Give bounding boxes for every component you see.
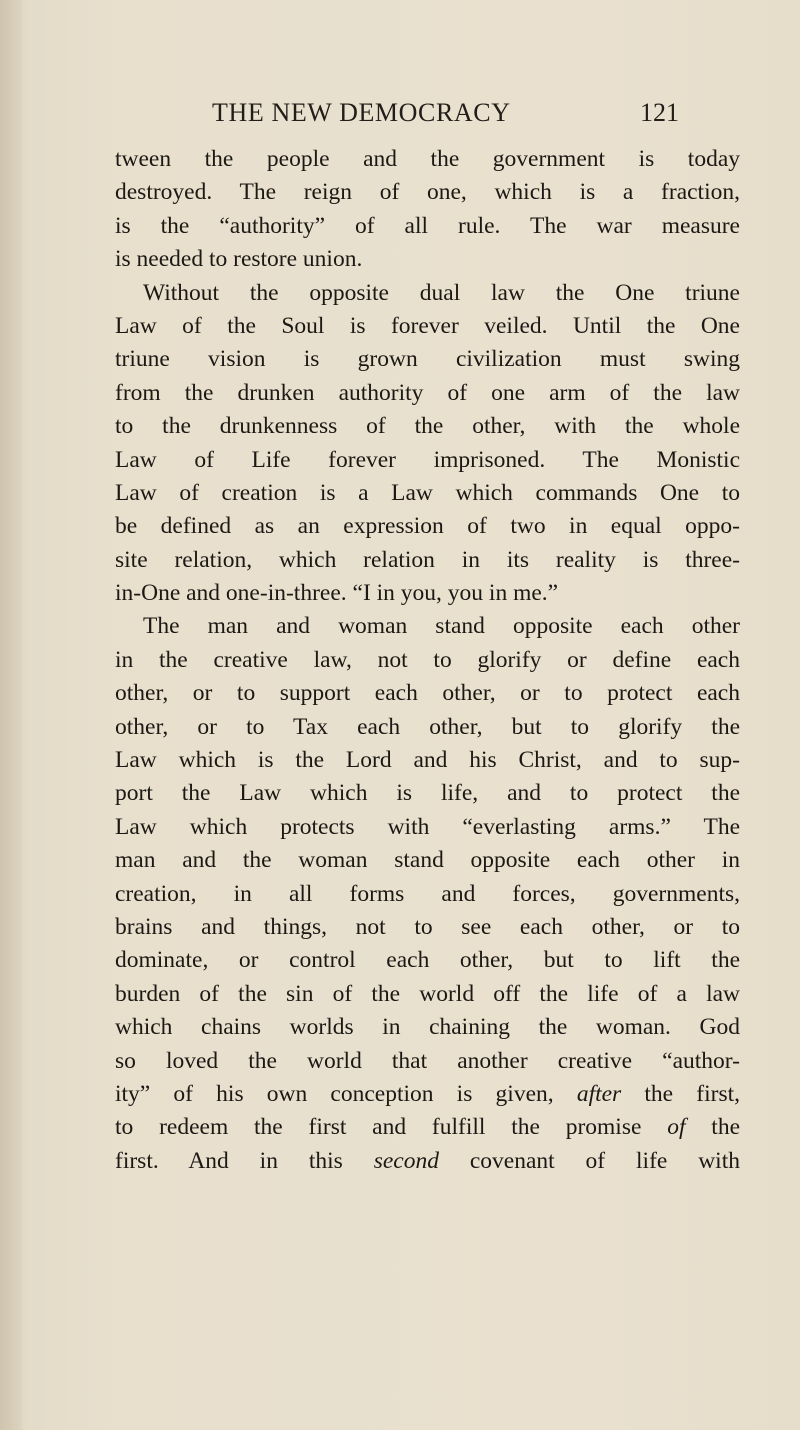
text-line: so loved the world that another creative “author- [115, 1047, 740, 1074]
text-line: destroyed. The reign of one, which is a fraction, [115, 179, 740, 206]
text-line: The man and woman stand opposite each other [143, 613, 740, 640]
text-line: from the drunken authority of one arm of the law [115, 379, 740, 406]
text-line: is the “authority” of all rule. The war measure [115, 212, 740, 239]
body-text [115, 143, 740, 1178]
text-line: Law of Life forever imprisoned. The Monistic [115, 446, 740, 473]
text-line [115, 1111, 740, 1144]
text-segment: ity” of his own conception is given, [115, 1080, 554, 1107]
text-line: creation, in all forms and forces, governments, [115, 880, 740, 907]
text-line: dominate, or control each other, but to lift the [115, 947, 740, 974]
page-gutter [0, 0, 22, 1430]
text-line: which chains worlds in chaining the woman. God [115, 1014, 740, 1041]
text-line: be defined as an expression of two in equal oppo- [115, 513, 740, 540]
text-line: port the Law which is life, and to protect the [115, 780, 740, 807]
text-line [115, 1078, 740, 1111]
text-segment: the [711, 1114, 741, 1141]
text-segment: to redeem the first and fulfill the promise [115, 1114, 642, 1141]
text-segment: first. And in this [115, 1147, 343, 1174]
text-line: brains and things, not to see each other, or to [115, 913, 740, 940]
italic-word: after [576, 1080, 622, 1107]
running-title: THE NEW DEMOCRACY [212, 98, 511, 127]
italic-word: second [373, 1147, 439, 1174]
text-line: Law of creation is a Law which commands One to [115, 479, 740, 506]
text-line: site relation, which relation in its reality is three- [115, 546, 740, 573]
text-line: tween the people and the government is today [115, 146, 740, 172]
text-line: other, or to support each other, or to protect each [115, 680, 740, 707]
text-line: Law which protects with “everlasting arms.” The [115, 813, 740, 840]
page-number: 121 [640, 98, 679, 127]
text-line: is needed to restore union. [115, 246, 363, 273]
text-line: other, or to Tax each other, but to glorify the [115, 713, 740, 740]
running-head [0, 98, 800, 138]
text-line: Law of the Soul is forever veiled. Until the One [115, 312, 740, 339]
text-line: Without the opposite dual law the One triune [143, 279, 740, 306]
text-line: to the drunkenness of the other, with the whole [115, 413, 740, 440]
text-line: burden of the sin of the world off the life of a law [115, 980, 740, 1007]
text-line: in-One and one-in-three. “I in you, you in me.” [115, 580, 559, 607]
text-line: Law which is the Lord and his Christ, and to sup- [115, 747, 740, 774]
text-line [115, 1145, 740, 1178]
text-line: man and the woman stand opposite each other in [115, 847, 740, 874]
text-segment: the first, [644, 1080, 741, 1107]
text-line: in the creative law, not to glorify or define each [115, 646, 740, 673]
text-line: triune vision is grown civilization must swing [115, 346, 740, 373]
italic-word: of [667, 1114, 686, 1141]
text-segment: covenant of life with [469, 1147, 740, 1174]
